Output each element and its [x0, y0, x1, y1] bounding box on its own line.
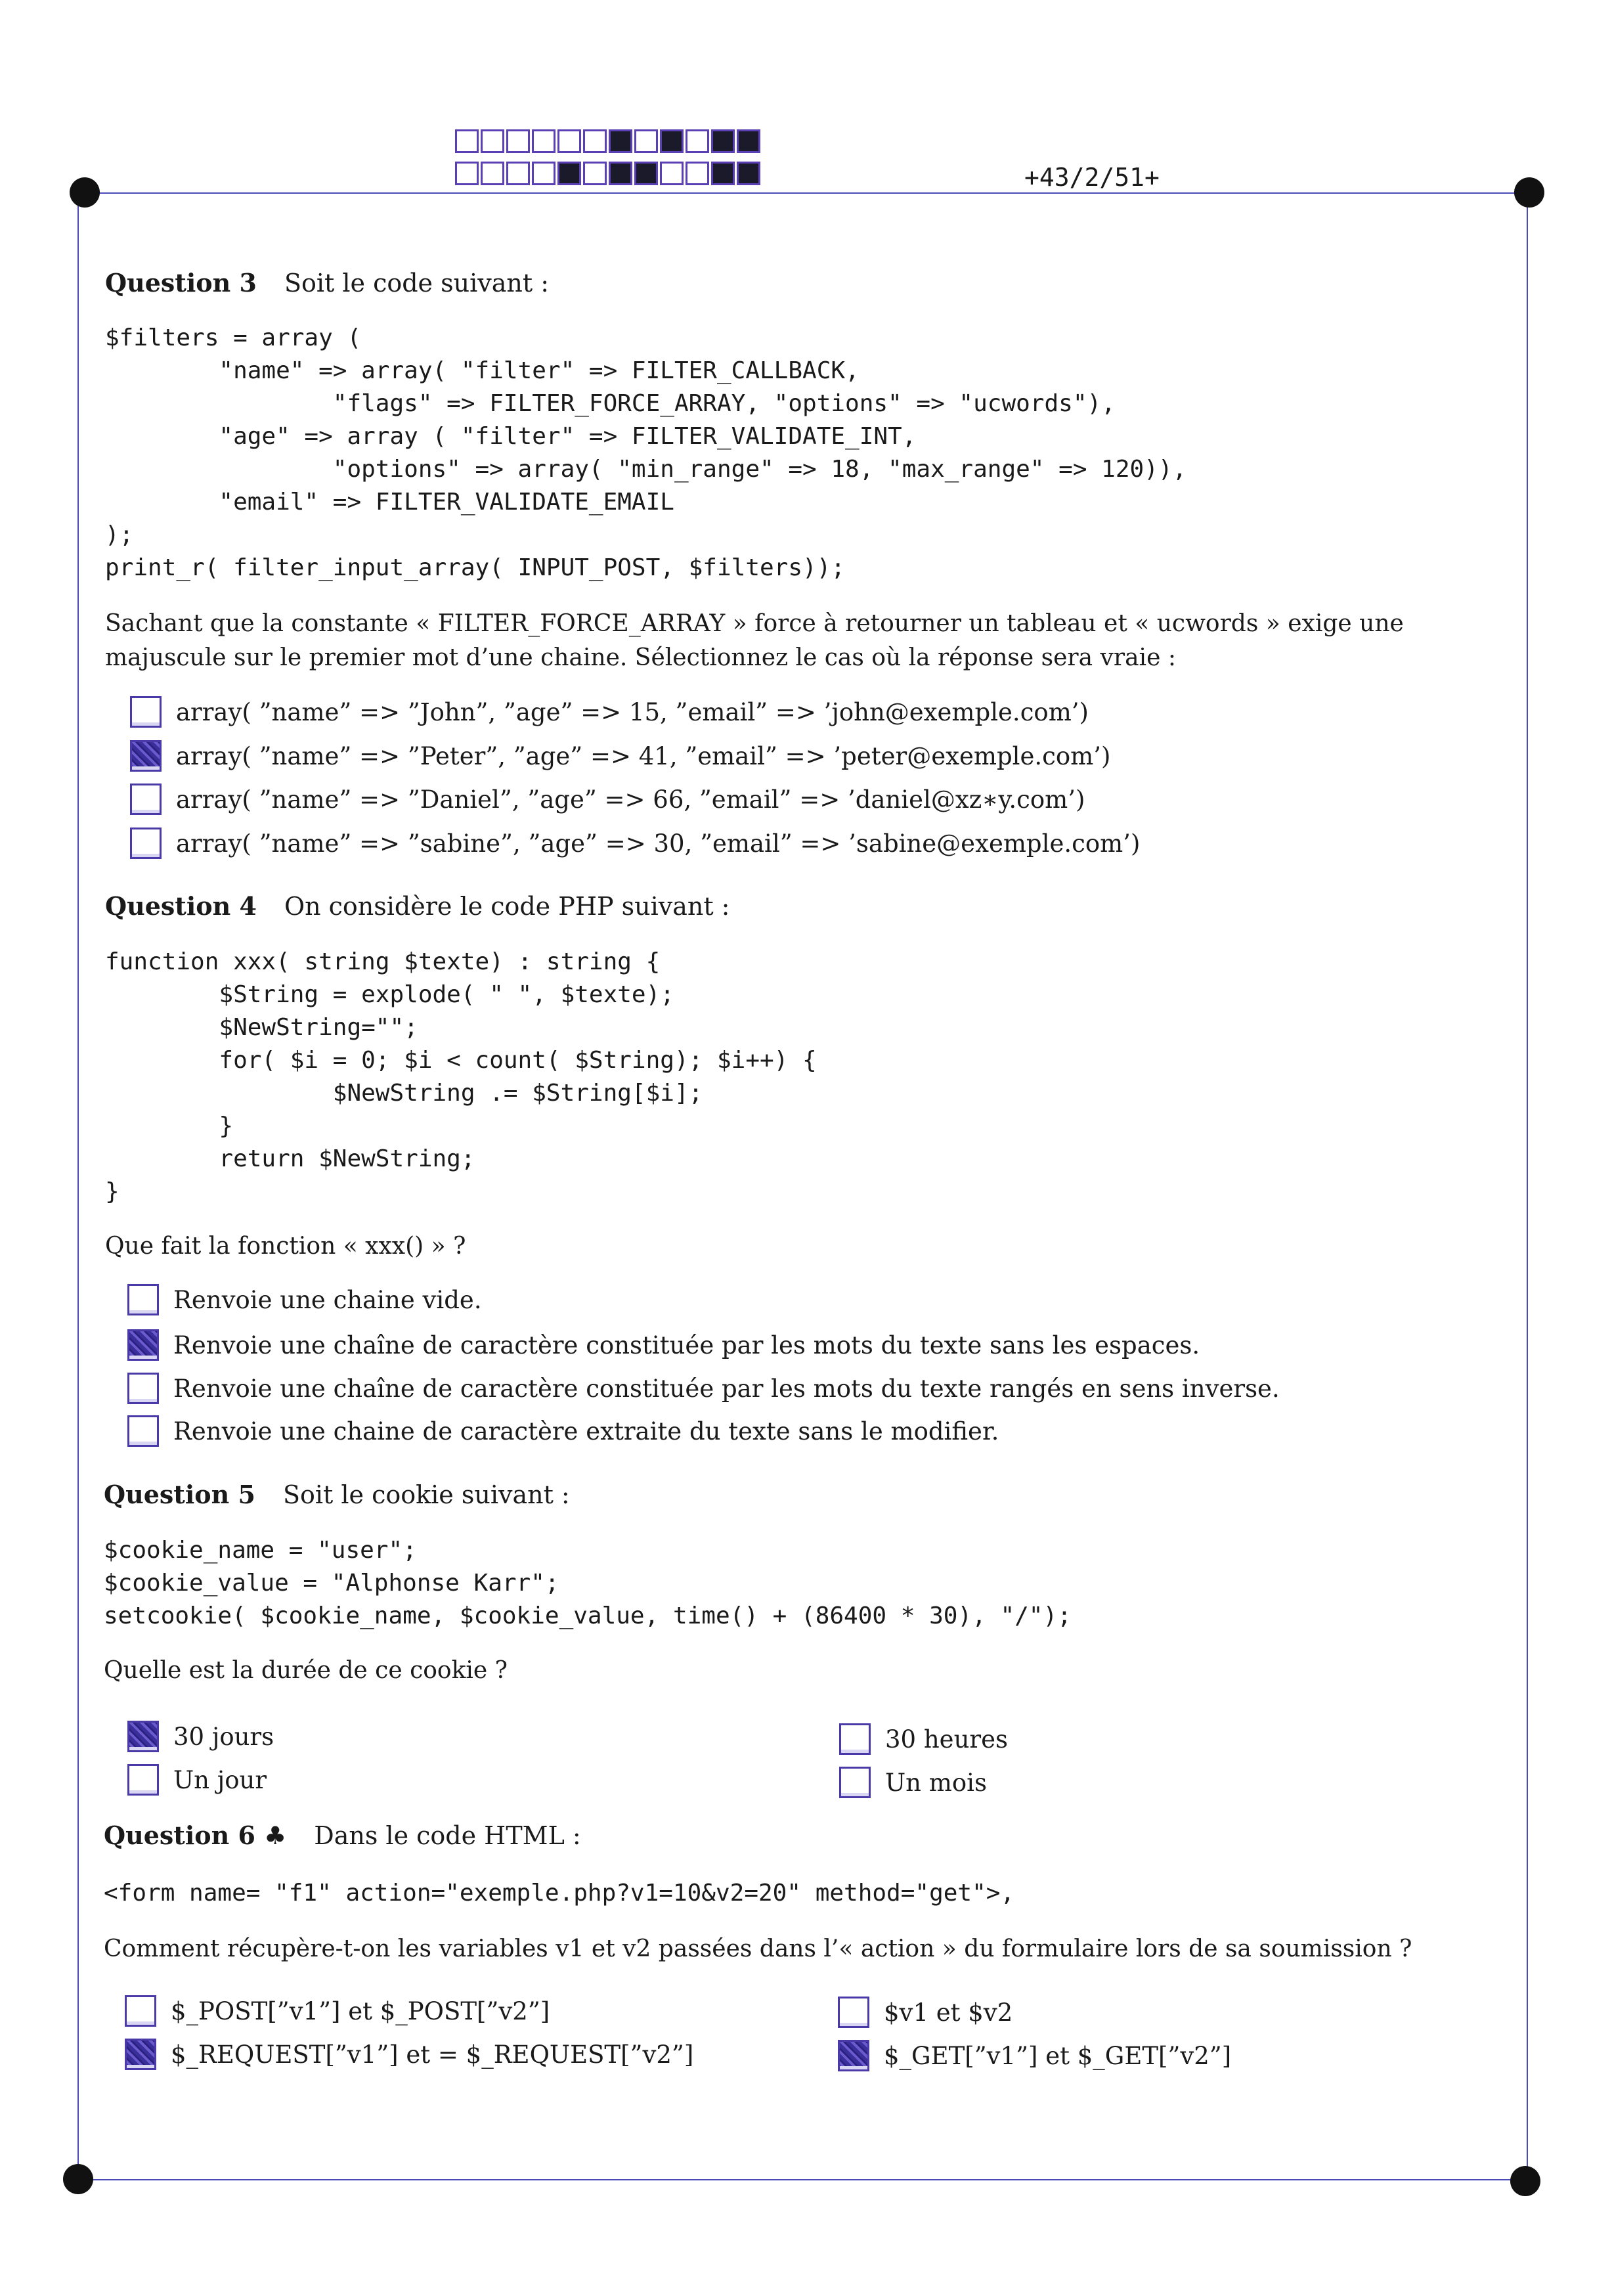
- q5-option-2[interactable]: [127, 1764, 267, 1796]
- checkbox-checked[interactable]: [127, 1721, 159, 1752]
- barcode-cell-empty: [557, 129, 581, 153]
- option-label: $_REQUEST[”v1”] et = $_REQUEST[”v2”]: [171, 2040, 694, 2069]
- checkbox[interactable]: [839, 1723, 871, 1755]
- page-id: +43/2/51+: [1024, 163, 1160, 192]
- q6-option-3[interactable]: [838, 1997, 1013, 2028]
- barcode-cell-empty: [481, 162, 504, 185]
- question-5-text: Quelle est la durée de ce cookie ?: [104, 1657, 508, 1684]
- barcode-cell-empty: [532, 162, 555, 185]
- q4-option-2[interactable]: [127, 1329, 1200, 1361]
- barcode-cell-empty: [481, 129, 504, 153]
- checkbox[interactable]: [838, 1997, 869, 2028]
- q6-option-2[interactable]: [125, 2039, 693, 2070]
- checkbox-checked[interactable]: [127, 1329, 159, 1361]
- barcode-cell-filled: [737, 129, 760, 153]
- barcode-cell-empty: [583, 129, 607, 153]
- barcode-cell-filled: [711, 129, 735, 153]
- checkbox[interactable]: [130, 696, 162, 728]
- checkbox[interactable]: [130, 828, 162, 859]
- question-3-code: $filters = array ( "name" => array( "filter" => FILTER_CALLBACK, "flags" => FILTER_FORCE_ARRAY, "options" => "ucwords"), "age" => array ( "filter" => FILTER_VALIDATE_INT, "options" => array( "min_range" => 18, "max_range" => 120)), "email" => FILTER_VALIDATE_EMAIL ); print_r( filter_input_array( INPUT_POST, $filters));: [105, 324, 1187, 581]
- option-label: Renvoie une chaîne de caractère constituée par les mots du texte sans les espaces.: [173, 1331, 1200, 1359]
- barcode-cell-empty: [532, 129, 555, 153]
- question-6-code: <form name= "f1" action="exemple.php?v1=10&v2=20" method="get">,: [104, 1880, 1015, 1907]
- checkbox[interactable]: [127, 1284, 159, 1315]
- option-label: array( ”name” => ”sabine”, ”age” => 30, ”email” => ’sabine@exemple.com’): [176, 829, 1141, 858]
- q5-option-4[interactable]: [839, 1767, 987, 1798]
- question-number: Question 6 ♣: [104, 1821, 287, 1850]
- question-5-header: [104, 1480, 570, 1509]
- option-label: Renvoie une chaine de caractère extraite du texte sans le modifier.: [173, 1417, 999, 1446]
- barcode-cell-empty: [455, 162, 479, 185]
- question-title: On considère le code PHP suivant :: [284, 892, 730, 921]
- option-label: Renvoie une chaine vide.: [173, 1285, 482, 1314]
- question-title: Soit le cookie suivant :: [282, 1480, 570, 1509]
- checkbox-checked[interactable]: [838, 2040, 869, 2071]
- corner-mark-top-left: [70, 177, 100, 208]
- barcode-cell-filled: [557, 162, 581, 185]
- question-4-header: [105, 891, 730, 921]
- question-title: Soit le code suivant :: [284, 269, 550, 298]
- barcode-cell-filled: [737, 162, 760, 185]
- barcode-cell-empty: [455, 129, 479, 153]
- barcode-cell-filled: [711, 162, 735, 185]
- barcode-cell-empty: [660, 162, 684, 185]
- barcode-cell-filled: [634, 162, 658, 185]
- barcode-row-1: [455, 129, 762, 153]
- q3-option-1[interactable]: [130, 696, 1089, 728]
- q4-option-4[interactable]: [127, 1415, 999, 1447]
- option-label: array( ”name” => ”Peter”, ”age” => 41, ”email” => ’peter@exemple.com’): [176, 741, 1111, 770]
- q3-option-4[interactable]: [130, 828, 1140, 859]
- barcode-row-2: [455, 162, 762, 185]
- option-label: $v1 et $v2: [884, 1998, 1013, 2027]
- q5-option-3[interactable]: [839, 1723, 1008, 1755]
- checkbox[interactable]: [125, 1995, 156, 2027]
- checkbox[interactable]: [127, 1415, 159, 1447]
- option-label: 30 jours: [173, 1722, 274, 1751]
- question-4-text: Que fait la fonction « xxx() » ?: [105, 1233, 466, 1260]
- question-title: Dans le code HTML :: [314, 1821, 581, 1850]
- option-label: Renvoie une chaîne de caractère constituée par les mots du texte rangés en sens inverse.: [173, 1374, 1280, 1403]
- barcode-cell-filled: [609, 162, 632, 185]
- checkbox[interactable]: [839, 1767, 871, 1798]
- option-label: array( ”name” => ”John”, ”age” => 15, ”email” => ’john@exemple.com’): [176, 697, 1089, 726]
- barcode-cell-filled: [660, 129, 684, 153]
- q6-option-1[interactable]: [125, 1995, 550, 2027]
- corner-mark-top-right: [1514, 177, 1544, 208]
- option-label: $_GET[”v1”] et $_GET[”v2”]: [884, 2041, 1232, 2070]
- barcode-cell-empty: [634, 129, 658, 153]
- q5-option-1[interactable]: [127, 1721, 274, 1752]
- option-label: $_POST[”v1”] et $_POST[”v2”]: [171, 1997, 550, 2025]
- barcode-cell-filled: [609, 129, 632, 153]
- q4-option-3[interactable]: [127, 1373, 1280, 1404]
- frame-top-line: [84, 192, 1529, 194]
- barcode-cell-empty: [506, 162, 530, 185]
- checkbox[interactable]: [127, 1764, 159, 1796]
- barcode-cell-empty: [506, 129, 530, 153]
- checkbox[interactable]: [130, 784, 162, 815]
- question-number: Question 4: [105, 891, 257, 921]
- question-6-text: Comment récupère-t-on les variables v1 et v2 passées dans l’« action » du formulaire lors de sa soumission ?: [104, 1935, 1412, 1962]
- question-number: Question 3: [105, 268, 257, 298]
- q3-option-2[interactable]: [130, 740, 1110, 772]
- option-label: 30 heures: [885, 1725, 1008, 1754]
- barcode-cell-empty: [686, 162, 709, 185]
- question-6-header: [104, 1821, 581, 1850]
- question-4-code: function xxx( string $texte) : string { $String = explode( " ", $texte); $NewString=""; for( $i = 0; $i < count( $String); $i++) { $NewString .= $String[$i]; } return $NewString; }: [105, 948, 817, 1205]
- q3-option-3[interactable]: [130, 784, 1085, 815]
- frame-bottom-line: [77, 2179, 1525, 2180]
- q4-option-1[interactable]: [127, 1284, 482, 1315]
- checkbox-checked[interactable]: [125, 2039, 156, 2070]
- question-3-header: [105, 268, 549, 298]
- option-label: Un jour: [173, 1765, 267, 1794]
- barcode-cell-empty: [686, 129, 709, 153]
- q6-option-4[interactable]: [838, 2040, 1231, 2071]
- barcode-cell-empty: [583, 162, 607, 185]
- frame-right-line: [1527, 192, 1528, 2179]
- checkbox-checked[interactable]: [130, 740, 162, 772]
- option-label: Un mois: [885, 1768, 987, 1797]
- corner-mark-bottom-left: [63, 2164, 93, 2194]
- option-label: array( ”name” => ”Daniel”, ”age” => 66, ”email” => ’daniel@xz∗y.com’): [176, 785, 1085, 814]
- corner-mark-bottom-right: [1510, 2166, 1540, 2196]
- checkbox[interactable]: [127, 1373, 159, 1404]
- question-5-code: $cookie_name = "user"; $cookie_value = "Alphonse Karr"; setcookie( $cookie_name, $cookie_value, time() + (86400 * 30), "/");: [104, 1537, 1072, 1629]
- question-number: Question 5: [104, 1480, 255, 1509]
- question-3-text: Sachant que la constante « FILTER_FORCE_ARRAY » force à retourner un tableau et « ucwords » exige une majuscule sur le premier mot d’une chaine. Sélectionnez le cas où la réponse sera vraie :: [105, 610, 1404, 671]
- frame-left-line: [77, 192, 79, 2179]
